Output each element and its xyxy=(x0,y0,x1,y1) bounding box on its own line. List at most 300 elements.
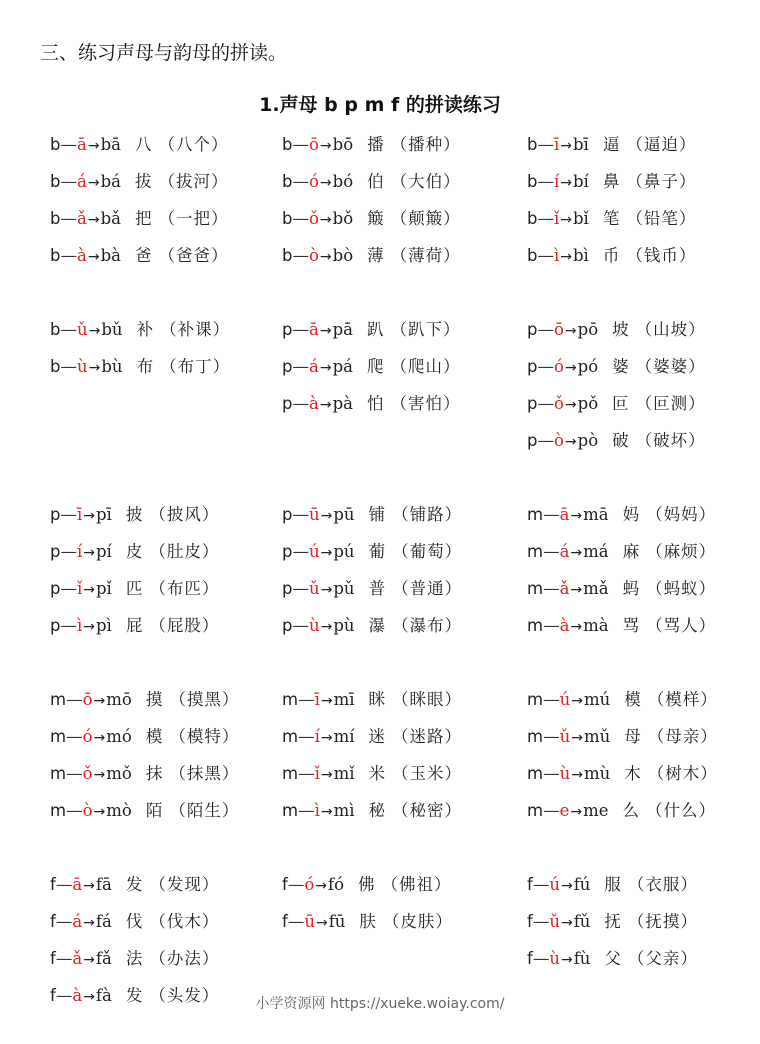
dash-connector: — xyxy=(60,172,77,191)
dash-connector: — xyxy=(55,912,73,931)
initial-consonant: p xyxy=(282,320,293,339)
arrow-icon: → xyxy=(93,693,106,709)
dash-connector: — xyxy=(66,690,83,709)
initial-consonant: f xyxy=(50,912,56,931)
combined-syllable: pù xyxy=(333,616,355,635)
hanzi-character: 抹 xyxy=(145,764,164,783)
combined-syllable: fá xyxy=(95,912,112,931)
example-word: （逼迫） xyxy=(626,135,697,154)
initial-consonant: p xyxy=(282,394,293,413)
arrow-icon: → xyxy=(571,767,583,783)
pinyin-item xyxy=(282,727,462,748)
dash-connector: — xyxy=(60,320,77,339)
final-vowel: ī xyxy=(553,135,560,154)
example-word: （婆婆） xyxy=(635,357,706,376)
combined-syllable: fū xyxy=(328,912,346,931)
final-vowel: ō xyxy=(553,320,564,339)
pinyin-item xyxy=(527,727,718,748)
hanzi-character: 破 xyxy=(612,431,630,450)
hanzi-character: 模 xyxy=(145,727,164,746)
initial-consonant: f xyxy=(282,912,288,931)
arrow-icon: → xyxy=(320,804,333,820)
arrow-icon: → xyxy=(83,582,95,598)
arrow-icon: → xyxy=(319,249,332,265)
arrow-icon: → xyxy=(319,138,332,154)
dash-connector: — xyxy=(537,431,554,450)
pinyin-item xyxy=(50,505,219,526)
dash-connector: — xyxy=(543,764,560,783)
example-word: （妈妈） xyxy=(646,505,717,524)
arrow-icon: → xyxy=(315,878,327,894)
final-vowel: à xyxy=(76,246,87,265)
combined-syllable: fā xyxy=(95,875,112,894)
pinyin-item xyxy=(50,542,219,563)
final-vowel: ā xyxy=(308,320,319,339)
final-vowel: ì xyxy=(314,801,320,820)
pinyin-item xyxy=(527,690,718,711)
pinyin-item xyxy=(282,690,462,711)
pinyin-item xyxy=(527,801,716,822)
arrow-icon: → xyxy=(560,915,573,931)
example-word: （拔河） xyxy=(158,172,229,191)
pinyin-item xyxy=(527,949,698,970)
pinyin-item xyxy=(282,320,460,341)
dash-connector: — xyxy=(298,764,315,783)
pinyin-item xyxy=(50,875,219,896)
example-word: （屁股） xyxy=(149,616,220,635)
dash-connector: — xyxy=(66,764,83,783)
final-vowel: ā xyxy=(559,505,570,524)
example-word: （母亲） xyxy=(647,727,718,746)
combined-syllable: fù xyxy=(573,949,591,968)
combined-syllable: bò xyxy=(332,246,354,265)
pinyin-item xyxy=(50,801,239,822)
pinyin-item xyxy=(282,246,461,267)
arrow-icon: → xyxy=(320,693,333,709)
dash-connector: — xyxy=(537,246,554,265)
final-vowel: ù xyxy=(76,357,88,376)
arrow-icon: → xyxy=(319,323,332,339)
example-word: （八个） xyxy=(158,135,229,154)
pinyin-item xyxy=(50,949,219,970)
dash-connector: — xyxy=(543,505,560,524)
hanzi-character: 屁 xyxy=(125,616,144,635)
final-vowel: ó xyxy=(308,172,319,191)
final-vowel: ǎ xyxy=(76,209,87,228)
pinyin-item xyxy=(50,357,230,378)
example-word: （普通） xyxy=(392,579,463,598)
initial-consonant: p xyxy=(50,542,61,561)
initial-consonant: m xyxy=(527,764,544,783)
arrow-icon: → xyxy=(93,730,106,746)
final-vowel: ī xyxy=(314,690,320,709)
hanzi-character: 爬 xyxy=(366,357,385,376)
combined-syllable: mā xyxy=(583,505,609,524)
initial-consonant: f xyxy=(50,875,56,894)
initial-consonant: b xyxy=(50,172,61,191)
example-word: （薄荷） xyxy=(390,246,461,265)
hanzi-character: 簸 xyxy=(367,209,385,228)
hanzi-character: 普 xyxy=(368,579,387,598)
final-vowel: ū xyxy=(304,912,315,931)
initial-consonant: p xyxy=(282,616,293,635)
combined-syllable: má xyxy=(583,542,609,561)
combined-syllable: pī xyxy=(96,505,112,524)
arrow-icon: → xyxy=(560,249,572,265)
arrow-icon: → xyxy=(560,138,572,154)
pinyin-item xyxy=(527,579,716,600)
hanzi-character: 发 xyxy=(125,875,144,894)
example-word: （瀑布） xyxy=(392,616,463,635)
dash-connector: — xyxy=(537,320,554,339)
pinyin-item xyxy=(50,764,239,785)
example-word: （伐木） xyxy=(149,912,220,931)
example-word: （叵测） xyxy=(635,394,706,413)
arrow-icon: → xyxy=(570,508,583,524)
final-vowel: í xyxy=(553,172,560,191)
final-vowel: ǐ xyxy=(314,764,320,783)
arrow-icon: → xyxy=(88,323,101,339)
example-word: （骂人） xyxy=(646,616,717,635)
pinyin-item xyxy=(282,616,462,637)
example-word: （陌生） xyxy=(169,801,240,820)
arrow-icon: → xyxy=(93,804,106,820)
combined-syllable: bà xyxy=(100,246,121,265)
pinyin-item xyxy=(50,690,239,711)
dash-connector: — xyxy=(298,690,315,709)
dash-connector: — xyxy=(543,690,560,709)
dash-connector: — xyxy=(543,801,560,820)
pinyin-item xyxy=(282,172,461,193)
initial-consonant: p xyxy=(50,579,61,598)
hanzi-character: 么 xyxy=(622,801,640,820)
example-word: （破坏） xyxy=(635,431,706,450)
hanzi-character: 补 xyxy=(136,320,155,339)
hanzi-character: 肤 xyxy=(359,912,377,931)
final-vowel: ǐ xyxy=(76,579,83,598)
footer-watermark: 小学资源网 https://xueke.woiay.com/ xyxy=(255,996,505,1012)
initial-consonant: p xyxy=(282,505,293,524)
dash-connector: — xyxy=(66,801,83,820)
initial-consonant: p xyxy=(282,579,293,598)
final-vowel: ā xyxy=(72,875,83,894)
initial-consonant: m xyxy=(527,690,544,709)
combined-syllable: bǐ xyxy=(573,209,589,228)
dash-connector: — xyxy=(543,542,560,561)
example-word: （害怕） xyxy=(390,394,461,413)
pinyin-item xyxy=(282,875,452,896)
arrow-icon: → xyxy=(320,619,333,635)
hanzi-character: 婆 xyxy=(612,357,630,376)
combined-syllable: pú xyxy=(333,542,355,561)
combined-syllable: bī xyxy=(573,135,589,154)
hanzi-character: 披 xyxy=(125,505,144,524)
arrow-icon: → xyxy=(83,952,95,968)
final-vowel: à xyxy=(308,394,319,413)
initial-consonant: m xyxy=(282,690,299,709)
combined-syllable: pà xyxy=(332,394,353,413)
example-word: （头发） xyxy=(149,986,220,1005)
final-vowel: á xyxy=(559,542,570,561)
combined-syllable: mǎ xyxy=(583,579,609,598)
dash-connector: — xyxy=(55,986,73,1005)
arrow-icon: → xyxy=(87,138,100,154)
arrow-icon: → xyxy=(87,249,100,265)
combined-syllable: pǒ xyxy=(577,394,599,413)
arrow-icon: → xyxy=(319,175,332,191)
arrow-icon: → xyxy=(560,212,572,228)
combined-syllable: mú xyxy=(583,690,611,709)
arrow-icon: → xyxy=(571,693,583,709)
initial-consonant: m xyxy=(527,801,544,820)
arrow-icon: → xyxy=(83,878,95,894)
final-vowel: ǎ xyxy=(559,579,570,598)
example-word: （抚摸） xyxy=(627,912,698,931)
pinyin-item xyxy=(282,579,462,600)
combined-syllable: mǐ xyxy=(333,764,355,783)
dash-connector: — xyxy=(292,246,309,265)
page-title: 1.声母 b p m f 的拼读练习 xyxy=(259,94,501,116)
combined-syllable: bō xyxy=(332,135,354,154)
example-word: （办法） xyxy=(149,949,220,968)
initial-consonant: f xyxy=(50,986,56,1005)
pinyin-item xyxy=(527,209,696,230)
hanzi-character: 皮 xyxy=(125,542,144,561)
hanzi-character: 发 xyxy=(125,986,144,1005)
pinyin-item xyxy=(282,394,460,415)
hanzi-character: 米 xyxy=(368,764,387,783)
hanzi-character: 伐 xyxy=(125,912,144,931)
hanzi-character: 爸 xyxy=(134,246,153,265)
hanzi-character: 笔 xyxy=(602,209,621,228)
initial-consonant: p xyxy=(50,616,61,635)
example-word: （父亲） xyxy=(627,949,698,968)
initial-consonant: p xyxy=(527,394,538,413)
hanzi-character: 木 xyxy=(624,764,642,783)
dash-connector: — xyxy=(543,727,560,746)
combined-syllable: fó xyxy=(327,875,345,894)
example-word: （披风） xyxy=(149,505,220,524)
arrow-icon: → xyxy=(87,175,100,191)
pinyin-item xyxy=(527,246,696,267)
initial-consonant: b xyxy=(282,209,293,228)
combined-syllable: fǔ xyxy=(573,912,591,931)
combined-syllable: bù xyxy=(101,357,123,376)
hanzi-character: 铺 xyxy=(368,505,387,524)
final-vowel: á xyxy=(76,172,87,191)
arrow-icon: → xyxy=(320,767,333,783)
hanzi-character: 拔 xyxy=(134,172,153,191)
combined-syllable: pó xyxy=(577,357,599,376)
example-word: （趴下） xyxy=(390,320,461,339)
hanzi-character: 怕 xyxy=(366,394,385,413)
pinyin-item xyxy=(282,135,461,156)
example-word: （模特） xyxy=(169,727,240,746)
hanzi-character: 鼻 xyxy=(602,172,621,191)
example-word: （布丁） xyxy=(160,357,231,376)
dash-connector: — xyxy=(532,949,550,968)
example-word: （爸爸） xyxy=(158,246,229,265)
initial-consonant: f xyxy=(50,949,56,968)
combined-syllable: mō xyxy=(106,690,132,709)
initial-consonant: m xyxy=(527,542,544,561)
example-word: （布匹） xyxy=(149,579,220,598)
dash-connector: — xyxy=(60,505,77,524)
pinyin-item xyxy=(527,431,706,452)
dash-connector: — xyxy=(292,579,309,598)
dash-connector: — xyxy=(543,616,560,635)
combined-syllable: bā xyxy=(100,135,121,154)
example-word: （发现） xyxy=(149,875,220,894)
initial-consonant: b xyxy=(527,209,538,228)
initial-consonant: b xyxy=(527,135,538,154)
hanzi-character: 坡 xyxy=(612,320,630,339)
final-vowel: á xyxy=(308,357,319,376)
combined-syllable: pò xyxy=(577,431,599,450)
pinyin-item xyxy=(282,505,462,526)
pinyin-item xyxy=(527,135,696,156)
pinyin-item xyxy=(282,764,462,785)
pinyin-item xyxy=(527,764,718,785)
pinyin-item xyxy=(50,912,219,933)
example-word: （颠簸） xyxy=(390,209,461,228)
pinyin-item xyxy=(282,357,460,378)
final-vowel: ō xyxy=(308,135,319,154)
example-word: （一把） xyxy=(158,209,229,228)
arrow-icon: → xyxy=(83,508,95,524)
example-word: （佛祖） xyxy=(381,875,452,894)
combined-syllable: pō xyxy=(577,320,599,339)
final-vowel: à xyxy=(559,616,570,635)
example-word: （玉米） xyxy=(392,764,463,783)
example-word: （抹黑） xyxy=(169,764,240,783)
arrow-icon: → xyxy=(560,878,573,894)
dash-connector: — xyxy=(292,357,309,376)
arrow-icon: → xyxy=(88,360,101,376)
final-vowel: à xyxy=(72,986,83,1005)
dash-connector: — xyxy=(532,875,550,894)
combined-syllable: mǒ xyxy=(106,764,132,783)
initial-consonant: b xyxy=(50,135,61,154)
example-word: （蚂蚁） xyxy=(646,579,717,598)
pinyin-item xyxy=(282,542,462,563)
pinyin-item xyxy=(50,727,239,748)
final-vowel: á xyxy=(72,912,83,931)
combined-syllable: pǐ xyxy=(96,579,112,598)
final-vowel: ú xyxy=(308,542,320,561)
combined-syllable: bǒ xyxy=(332,209,354,228)
dash-connector: — xyxy=(60,542,77,561)
arrow-icon: → xyxy=(83,619,95,635)
combined-syllable: pā xyxy=(332,320,353,339)
combined-syllable: mí xyxy=(333,727,355,746)
initial-consonant: m xyxy=(527,616,544,635)
pinyin-item xyxy=(50,579,219,600)
final-vowel: í xyxy=(76,542,83,561)
combined-syllable: bó xyxy=(332,172,354,191)
dash-connector: — xyxy=(292,616,309,635)
combined-syllable: pí xyxy=(96,542,112,561)
hanzi-character: 薄 xyxy=(367,246,385,265)
pinyin-item xyxy=(50,172,228,193)
example-word: （摸黑） xyxy=(169,690,240,709)
combined-syllable: mǔ xyxy=(583,727,611,746)
dash-connector: — xyxy=(60,357,77,376)
pinyin-item xyxy=(50,320,230,341)
dash-connector: — xyxy=(292,394,309,413)
arrow-icon: → xyxy=(93,767,106,783)
initial-consonant: m xyxy=(50,727,67,746)
pinyin-item xyxy=(527,357,706,378)
arrow-icon: → xyxy=(319,212,332,228)
arrow-icon: → xyxy=(319,397,332,413)
hanzi-character: 蚂 xyxy=(622,579,641,598)
dash-connector: — xyxy=(60,616,77,635)
pinyin-item xyxy=(527,616,716,637)
dash-connector: — xyxy=(298,801,315,820)
initial-consonant: m xyxy=(527,727,544,746)
initial-consonant: m xyxy=(282,764,299,783)
pinyin-item xyxy=(527,172,696,193)
arrow-icon: → xyxy=(564,434,577,450)
hanzi-character: 抚 xyxy=(604,912,622,931)
combined-syllable: bí xyxy=(573,172,589,191)
example-word: （树木） xyxy=(647,764,718,783)
initial-consonant: m xyxy=(282,801,299,820)
initial-consonant: b xyxy=(50,246,61,265)
pinyin-item xyxy=(527,505,716,526)
arrow-icon: → xyxy=(320,582,333,598)
initial-consonant: f xyxy=(527,912,533,931)
dash-connector: — xyxy=(287,875,305,894)
final-vowel: ù xyxy=(549,949,560,968)
hanzi-character: 迷 xyxy=(368,727,387,746)
dash-connector: — xyxy=(292,172,309,191)
dash-connector: — xyxy=(537,172,554,191)
dash-connector: — xyxy=(55,875,73,894)
initial-consonant: m xyxy=(50,801,67,820)
initial-consonant: m xyxy=(527,505,544,524)
initial-consonant: m xyxy=(282,727,299,746)
hanzi-character: 眯 xyxy=(368,690,387,709)
final-vowel: ú xyxy=(549,875,560,894)
example-word: （迷路） xyxy=(392,727,463,746)
final-vowel: ǔ xyxy=(308,579,320,598)
dash-connector: — xyxy=(537,357,554,376)
arrow-icon: → xyxy=(83,989,95,1005)
example-word: （什么） xyxy=(646,801,716,820)
final-vowel: ī xyxy=(76,505,83,524)
pinyin-item xyxy=(527,912,698,933)
hanzi-character: 妈 xyxy=(622,505,641,524)
final-vowel: ā xyxy=(76,135,87,154)
hanzi-character: 匹 xyxy=(125,579,144,598)
final-vowel: ū xyxy=(308,505,320,524)
hanzi-character: 把 xyxy=(134,209,153,228)
initial-consonant: p xyxy=(527,357,538,376)
hanzi-character: 骂 xyxy=(622,616,641,635)
hanzi-character: 叵 xyxy=(612,394,630,413)
combined-syllable: bì xyxy=(573,246,589,265)
arrow-icon: → xyxy=(315,915,328,931)
example-word: （山坡） xyxy=(635,320,706,339)
example-word: （麻烦） xyxy=(646,542,717,561)
arrow-icon: → xyxy=(560,952,573,968)
example-word: （皮肤） xyxy=(382,912,453,931)
combined-syllable: pǔ xyxy=(333,579,355,598)
hanzi-character: 葡 xyxy=(368,542,387,561)
arrow-icon: → xyxy=(564,360,577,376)
